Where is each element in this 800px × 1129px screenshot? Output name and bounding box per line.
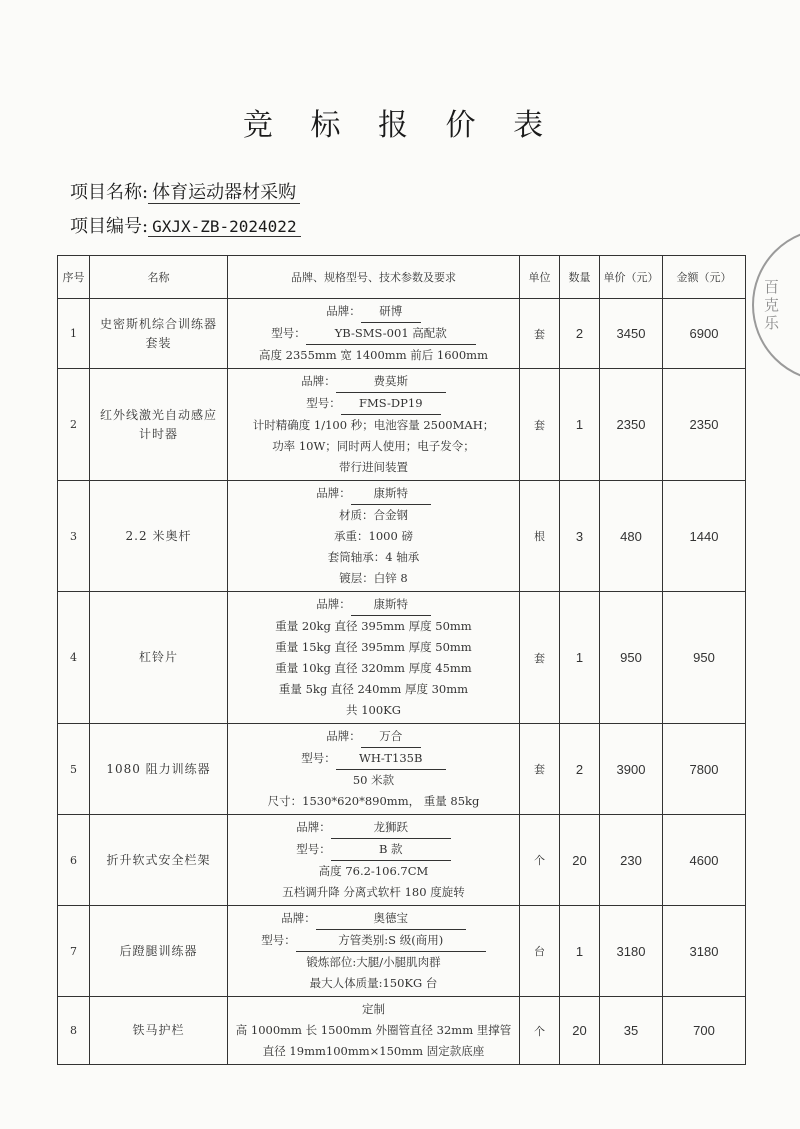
row-amount: 1440 (663, 481, 746, 592)
table-row (58, 481, 746, 592)
header-qty: 数量 (560, 256, 600, 299)
spec-label: 型号： (261, 933, 296, 947)
spec-label: 品牌： (281, 911, 316, 925)
spec-label: 品牌： (326, 304, 361, 318)
row-amount: 950 (663, 592, 746, 724)
row-price: 35 (600, 997, 663, 1065)
row-seq: 7 (58, 906, 90, 997)
row-qty: 20 (560, 997, 600, 1065)
row-seq: 4 (58, 592, 90, 724)
row-name: 史密斯机综合训练器套装 (90, 299, 228, 369)
row-price: 3900 (600, 724, 663, 815)
project-code-value: GXJX-ZB-2024022 (148, 217, 301, 237)
row-spec (228, 299, 520, 369)
spec-line: 功率 10W；同时两人使用；电子发令； (272, 439, 475, 453)
spec-line: 锻炼部位:大腿/小腿肌肉群 (306, 955, 441, 969)
header-unit: 单位 (520, 256, 560, 299)
spec-brand: 研博 (361, 301, 421, 323)
row-qty: 2 (560, 299, 600, 369)
spec-model: YB-SMS-001 高配款 (306, 323, 476, 345)
spec-label: 型号： (271, 326, 306, 340)
row-spec (228, 592, 520, 724)
spec-label: 品牌： (301, 374, 336, 388)
header-amount: 金额（元） (663, 256, 746, 299)
row-amount: 3180 (663, 906, 746, 997)
row-unit: 台 (520, 906, 560, 997)
header-seq: 序号 (58, 256, 90, 299)
row-qty: 3 (560, 481, 600, 592)
spec-model: FMS-DP19 (341, 393, 441, 415)
table-header-row (58, 256, 746, 299)
spec-label: 品牌： (326, 729, 361, 743)
row-unit: 套 (520, 724, 560, 815)
row-price: 950 (600, 592, 663, 724)
document-title: 竞 标 报 价 表 (242, 108, 558, 143)
row-price: 2350 (600, 369, 663, 481)
spec-brand: 龙狮跃 (331, 817, 451, 839)
spec-brand: 康斯特 (351, 483, 431, 505)
row-spec (228, 724, 520, 815)
spec-brand: 费莫斯 (336, 371, 446, 393)
spec-model: 方管类别:S 级(商用) (296, 930, 486, 952)
table-row (58, 906, 746, 997)
spec-line: 重量 10kg 直径 320mm 厚度 45mm (275, 661, 472, 675)
table-row (58, 299, 746, 369)
row-name: 红外线激光自动感应计时器 (90, 369, 228, 481)
spec-line: 重量 20kg 直径 395mm 厚度 50mm (275, 619, 472, 633)
spec-line: 套筒轴承：4 轴承 (327, 550, 420, 564)
spec-line: 承重：1000 磅 (334, 529, 413, 543)
spec-line: 高度 76.2-106.7CM (318, 864, 429, 878)
spec-line: 50 米款 (352, 773, 395, 787)
spec-label: 型号： (301, 751, 336, 765)
project-code-label: 项目编号: (70, 216, 149, 237)
row-price: 480 (600, 481, 663, 592)
row-name: 1080 阻力训练器 (90, 724, 228, 815)
row-seq: 5 (58, 724, 90, 815)
header-price: 单价（元） (600, 256, 663, 299)
spec-line: 重量 5kg 直径 240mm 厚度 30mm (278, 682, 469, 696)
row-qty: 1 (560, 906, 600, 997)
header-spec: 品牌、规格型号、技术参数及要求 (228, 256, 520, 299)
spec-model: WH-T135B (336, 748, 446, 770)
row-amount: 6900 (663, 299, 746, 369)
company-seal-stamp: 百克乐 (752, 228, 800, 382)
row-name: 杠铃片 (90, 592, 228, 724)
spec-label: 品牌： (316, 486, 351, 500)
row-spec (228, 369, 520, 481)
table-row (58, 997, 746, 1065)
spec-brand: 万合 (361, 726, 421, 748)
row-qty: 1 (560, 592, 600, 724)
spec-line: 带行进间装置 (339, 460, 408, 474)
row-unit: 套 (520, 592, 560, 724)
spec-line: 材质：合金钢 (339, 508, 408, 522)
row-spec (228, 481, 520, 592)
row-qty: 1 (560, 369, 600, 481)
row-seq: 6 (58, 815, 90, 906)
spec-line: 高 1000mm 长 1500mm 外圈管直径 32mm 里撑管直径 19mm100mm×150mm 固定款底座 (235, 1023, 512, 1058)
spec-line: 最大人体质量:150KG 台 (309, 976, 438, 990)
spec-label: 品牌： (316, 597, 351, 611)
row-seq: 8 (58, 997, 90, 1065)
spec-line: 高度 2355mm 宽 1400mm 前后 1600mm (258, 348, 488, 362)
quote-table (57, 255, 746, 1065)
row-name: 2.2 米奥杆 (90, 481, 228, 592)
spec-brand: 康斯特 (351, 594, 431, 616)
row-unit: 个 (520, 815, 560, 906)
project-name-label: 项目名称: (70, 182, 149, 203)
row-price: 3180 (600, 906, 663, 997)
project-name-line (70, 178, 300, 204)
row-amount: 7800 (663, 724, 746, 815)
project-code-line (70, 212, 301, 238)
table-row (58, 369, 746, 481)
spec-label: 型号： (296, 842, 331, 856)
table-row (58, 724, 746, 815)
row-amount: 700 (663, 997, 746, 1065)
spec-line: 镀层：白锌 8 (339, 571, 408, 585)
row-price: 230 (600, 815, 663, 906)
row-unit: 个 (520, 997, 560, 1065)
row-seq: 1 (58, 299, 90, 369)
spec-model: B 款 (331, 839, 451, 861)
row-name: 折升软式安全栏架 (90, 815, 228, 906)
table-row (58, 592, 746, 724)
spec-line: 计时精确度 1/100 秒；电池容量 2500MAH； (252, 418, 495, 432)
spec-line: 定制 (362, 1002, 385, 1016)
row-seq: 3 (58, 481, 90, 592)
project-name-value: 体育运动器材采购 (148, 182, 300, 204)
row-spec (228, 906, 520, 997)
spec-label: 型号： (306, 396, 341, 410)
spec-line: 五档调升降 分离式软杆 180 度旋转 (282, 885, 465, 899)
row-name: 后蹬腿训练器 (90, 906, 228, 997)
row-amount: 2350 (663, 369, 746, 481)
table-row (58, 815, 746, 906)
row-seq: 2 (58, 369, 90, 481)
row-unit: 套 (520, 369, 560, 481)
row-unit: 套 (520, 299, 560, 369)
row-name: 铁马护栏 (90, 997, 228, 1065)
spec-line: 尺寸：1530*620*890mm， 重量 85kg (267, 794, 480, 808)
spec-line: 共 100KG (346, 703, 401, 717)
spec-line: 重量 15kg 直径 395mm 厚度 50mm (275, 640, 472, 654)
spec-label: 品牌： (296, 820, 331, 834)
row-price: 3450 (600, 299, 663, 369)
row-amount: 4600 (663, 815, 746, 906)
row-qty: 2 (560, 724, 600, 815)
header-name: 名称 (90, 256, 228, 299)
row-spec (228, 997, 520, 1065)
row-qty: 20 (560, 815, 600, 906)
row-spec (228, 815, 520, 906)
row-unit: 根 (520, 481, 560, 592)
spec-brand: 奥德宝 (316, 908, 466, 930)
